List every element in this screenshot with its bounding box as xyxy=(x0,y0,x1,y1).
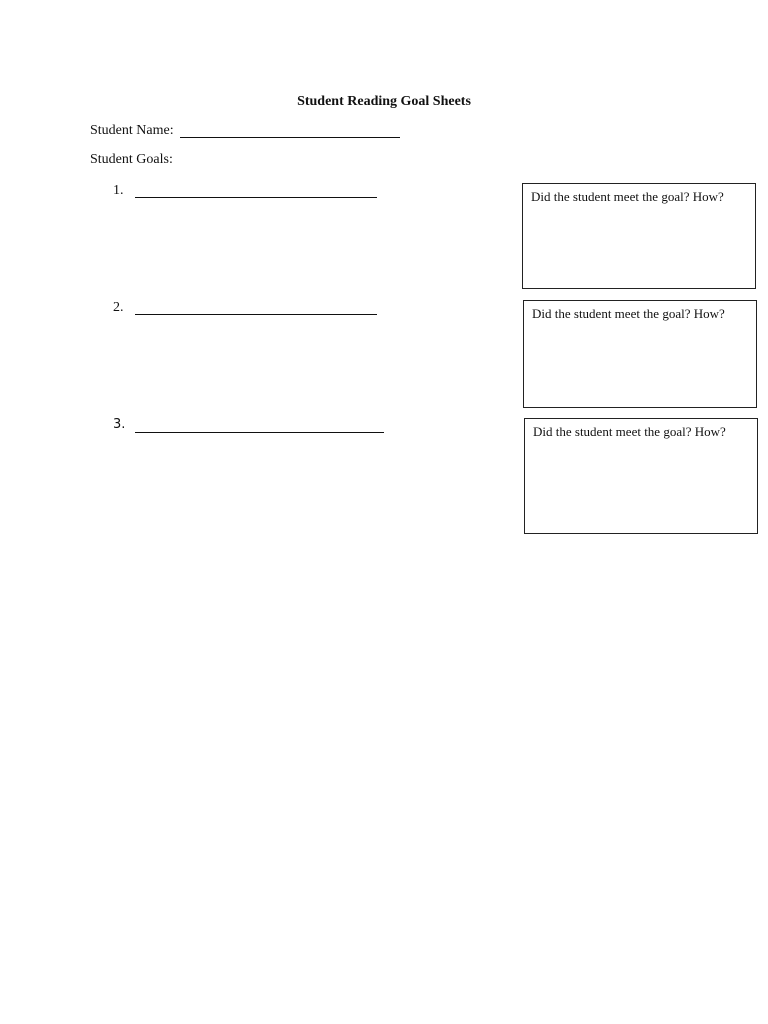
goal-number-3: 3. xyxy=(113,417,126,432)
goal-2-field[interactable] xyxy=(135,314,377,315)
goal-1-assessment-prompt: Did the student meet the goal? How? xyxy=(531,189,724,204)
goal-number-2: 2. xyxy=(113,300,124,315)
goal-2-assessment-prompt: Did the student meet the goal? How? xyxy=(532,306,725,321)
goal-number-1: 1. xyxy=(113,183,124,198)
goal-1-field[interactable] xyxy=(135,197,377,198)
goal-2-assessment-box[interactable] xyxy=(523,300,757,408)
goal-3-assessment-prompt: Did the student meet the goal? How? xyxy=(533,424,726,439)
goal-1-assessment-box[interactable] xyxy=(522,183,756,289)
goal-3-field[interactable] xyxy=(135,432,384,433)
student-name-field[interactable] xyxy=(180,137,400,138)
student-goals-label: Student Goals: xyxy=(90,152,173,167)
goal-3-assessment-box[interactable] xyxy=(524,418,758,534)
page-title: Student Reading Goal Sheets xyxy=(297,94,471,109)
student-name-label: Student Name: xyxy=(90,123,174,138)
